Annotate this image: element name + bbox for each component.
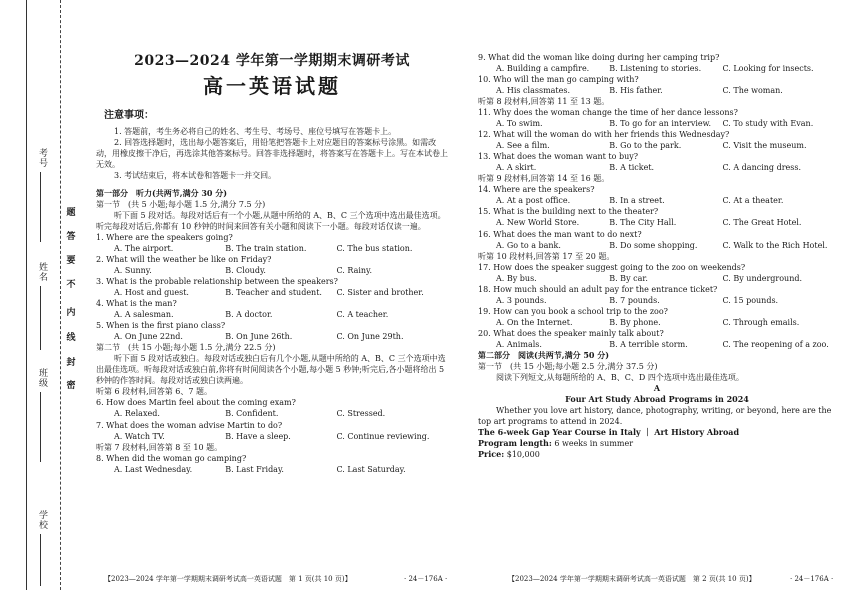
question-17 [478,262,836,284]
option-a: A. A skirt. [496,163,537,173]
price-value: $10,000 [504,450,540,460]
program-price [478,449,836,460]
question-2 [96,254,448,276]
class-label: 班级 [37,368,47,388]
option-b: B. A ticket. [609,163,655,173]
option-a: A. Host and guest. [114,288,189,298]
option-b: B. By car. [609,273,648,283]
passage-title: Four Art Study Abroad Programs in 2024 [565,393,749,404]
binding-margin [0,0,86,590]
option-c: C. By underground. [722,273,803,283]
exam-number-field [40,172,41,242]
option-a: A. Sunny. [114,266,152,276]
option-a: A. Go to a bank. [496,240,561,250]
option-b: B. The City Hall. [609,218,677,228]
option-a: A. Building a campfire. [496,64,590,74]
option-c: C. Last Saturday. [336,464,406,474]
question-text: 15. What is the building next to the theater? [478,207,659,217]
option-b: B. The train station. [225,244,307,254]
program-title: The 6-week Gap Year Course in Italy ｜ Art History Abroad [478,427,740,438]
question-12 [478,129,836,151]
option-c: C. At a theater. [722,196,784,206]
option-c: C. Continue reviewing. [336,431,430,441]
option-a: A. Last Wednesday. [114,464,193,474]
option-c: C. Sister and brother. [336,288,424,298]
option-c: C. A teacher. [336,310,389,320]
seal-char: 要 [66,256,76,266]
section-heading: 第一节 (共 15 小题;每小题 2.5 分,满分 37.5 分) [478,361,658,371]
question-text: 1. Where are the speakers going? [96,232,233,242]
option-a: A. New World Store. [496,218,580,228]
option-b: B. In a street. [609,196,665,206]
option-b: B. To go for an interview. [609,119,712,129]
option-c: C. The bus station. [336,244,413,254]
question-11 [478,107,836,129]
exam-number-label: 考号 [37,148,47,168]
option-b: B. A doctor. [225,310,273,320]
option-c: C. On June 29th. [336,332,404,342]
question-16 [478,229,836,251]
page-1-footer: 【2023—2024 学年第一学期期末调研考试高一英语试题 第 1 页(共 10 页)】 [104,575,352,583]
page-1-code: · 24－176A · [404,575,448,583]
option-b: B. Confident. [225,409,279,419]
exam-subtitle: 高一英语试题 [203,74,341,99]
question-4 [96,298,448,320]
material-note: 听第 7 段材料,回答第 8 至 10 题。 [96,442,223,452]
exam-title: 2023—2024 学年第一学期期末调研考试 [134,53,410,69]
option-a: A. On June 22nd. [114,332,183,342]
seal-char: 答 [66,232,76,242]
question-text: 4. What is the man? [96,299,177,309]
option-a: A. A salesman. [114,310,174,320]
section-instructions: 阅读下列短文,从每题所给的 A、B、C、D 四个选项中选出最佳选项。 [496,372,744,382]
option-b: B. Last Friday. [225,464,284,474]
question-text: 19. How can you book a school trip to the zoo? [478,306,668,316]
option-b: B. His father. [609,86,663,96]
option-c: C. Stressed. [336,409,386,419]
material-note: 听第 9 段材料,回答第 14 至 16 题。 [478,174,610,184]
option-a: A. By bus. [496,273,537,283]
option-c: C. The Great Hotel. [722,218,802,228]
school-field [40,534,41,586]
option-c: C. Walk to the Rich Hotel. [722,240,828,250]
page-2-footer: 【2023—2024 学年第一学期期末调研考试高一英语试题 第 2 页(共 10 页)】 [508,575,756,583]
question-6 [96,397,448,419]
notice-heading: 注意事项： [104,109,154,121]
exam-page-2 [478,52,836,460]
option-a: A. On the Internet. [496,317,573,327]
school-label: 学校 [37,510,47,530]
question-15 [478,206,836,228]
part-heading: 第一部分 听力(共两节,满分 30 分) [96,187,228,198]
seal-char: 线 [66,333,76,343]
question-text: 20. What does the speaker mainly talk about? [478,328,664,338]
question-text: 17. How does the speaker suggest going to the zoo on weekends? [478,262,746,272]
question-text: 16. What does the man want to do next? [478,229,642,239]
question-7 [96,420,448,442]
question-18 [478,284,836,306]
question-text: 7. What does the woman advise Martin to do? [96,420,283,430]
notice-item: 1. 答题前，考生务必将自己的姓名、考生号、考场号、座位号填写在答题卡上。 [114,126,397,136]
option-b: B. Teacher and student. [225,288,322,298]
question-13 [478,151,836,173]
question-text: 13. What does the woman want to buy? [478,152,639,162]
option-a: A. Watch TV. [114,431,165,441]
question-8 [96,453,448,475]
option-b: B. On June 26th. [225,332,293,342]
question-text: 18. How much should an adult pay for the entrance ticket? [478,284,718,294]
option-b: B. By phone. [609,317,661,327]
margin-rule [26,0,27,590]
question-20 [478,328,836,350]
question-1 [96,232,448,254]
question-text: 5. When is the first piano class? [96,321,226,331]
option-a: A. The airport. [114,244,174,254]
question-text: 2. What will the weather be like on Friday? [96,255,272,265]
option-b: B. Do some shopping. [609,240,698,250]
option-a: A. See a film. [496,141,550,151]
seal-char: 密 [66,381,76,391]
question-14 [478,184,836,206]
question-5 [96,320,448,342]
section-instructions: 听下面 5 段对话或独白。每段对话或独白后有几个小题,从题中所给的 A、B、C 三个选项中选出最佳选项。听每段对话或独白前,你将有时间阅读各个小题,每小题 5 秒钟;听完后,各小题将给出 5 秒钟的作答时间。每段对话或独白读两遍。 [96,354,446,386]
program-length-value: 6 weeks in summer [551,439,634,449]
option-b: B. 7 pounds. [609,295,660,305]
seal-dashed-line [60,0,61,590]
exam-page-1 [96,0,448,475]
seal-char: 不 [66,280,76,290]
passage-intro: Whether you love art history, dance, photography, writing, or beyond, here are the top art programs to attend in 2024. [478,406,832,427]
name-field [40,286,41,350]
option-c: C. To study with Evan. [722,119,814,129]
name-label: 姓名 [37,262,47,282]
option-b: B. Have a sleep. [225,431,291,441]
question-text: 9. What did the woman like doing during her camping trip? [478,53,720,62]
option-a: A. To swim. [496,119,543,129]
question-3 [96,276,448,298]
option-c: C. Visit the museum. [722,141,807,151]
option-a: A. 3 pounds. [496,295,547,305]
option-c: C. Looking for insects. [722,64,814,74]
section-instructions: 听下面 5 段对话。每段对话后有一个小题,从题中所给的 A、B、C 三个选项中选出最佳选项。听完每段对话后,你都有 10 秒钟的时间来回答有关小题和阅读下一小题。每段对话仅读一遍。 [96,210,446,231]
program-length [478,438,836,449]
class-field [40,392,41,462]
option-b: B. A terrible storm. [609,339,688,349]
notice-item: 3. 考试结束后，将本试卷和答题卡一并交回。 [114,170,277,180]
question-text: 3. What is the probable relationship between the speakers? [96,277,338,287]
price-label: Price: [478,449,505,460]
option-a: A. At a post office. [496,196,571,206]
option-a: A. Animals. [496,339,542,349]
option-a: A. His classmates. [496,86,571,96]
section-heading: 第一节 (共 5 小题;每小题 1.5 分,满分 7.5 分) [96,199,266,209]
material-note: 听第 10 段材料,回答第 17 至 20 题。 [478,251,615,261]
question-19 [478,306,836,328]
question-text: 14. Where are the speakers? [478,185,595,195]
question-text: 10. Who will the man go camping with? [478,75,639,85]
option-b: B. Listening to stories. [609,64,702,74]
notice-item: 2. 回答选择题时，选出每小题答案后，用铅笔把答题卡上对应题目的答案标号涂黑。如需改动，用橡皮擦干净后，再选涂其他答案标号。回答非选择题时，将答案写在答题卡上。写在本试卷上无效。 [96,137,448,169]
question-text: 12. What will the woman do with her friends this Wednesday? [478,130,730,140]
seal-char: 内 [66,308,76,318]
page-2-code: · 24－176A · [790,575,834,583]
option-a: A. Relaxed. [114,409,160,419]
option-c: C. A dancing dress. [722,163,802,173]
option-c: C. The woman. [722,86,783,96]
option-c: C. The reopening of a zoo. [722,339,829,349]
option-b: B. Cloudy. [225,266,266,276]
option-c: C. Through emails. [722,317,800,327]
question-text: 6. How does Martin feel about the coming exam? [96,398,296,408]
question-text: 11. Why does the woman change the time of her dance lessons? [478,108,738,118]
material-note: 听第 8 段材料,回答第 11 至 13 题。 [478,97,610,107]
section-heading: 第二节 (共 15 小题;每小题 1.5 分,满分 22.5 分) [96,343,276,353]
part-heading: 第二部分 阅读(共两节,满分 50 分) [478,349,610,360]
question-10 [478,74,836,96]
option-c: C. Rainy. [336,266,373,276]
seal-char: 题 [66,208,76,218]
option-c: C. 15 pounds. [722,295,779,305]
option-b: B. Go to the park. [609,141,682,151]
question-9 [478,52,836,74]
seal-char: 封 [66,358,76,368]
question-text: 8. When did the woman go camping? [96,453,247,463]
passage-letter: A [653,382,661,393]
material-note: 听第 6 段材料,回答第 6、7 题。 [96,387,212,397]
program-length-label: Program length: [478,438,552,449]
